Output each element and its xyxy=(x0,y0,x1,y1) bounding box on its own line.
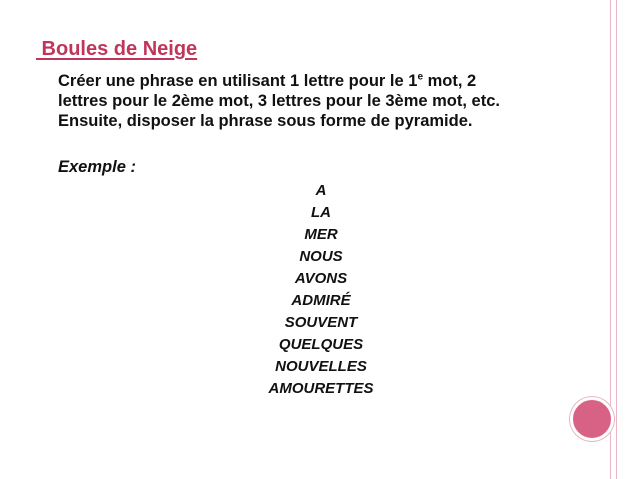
pyramid-word: AVONS xyxy=(294,270,348,287)
pyramid-word: QUELQUES xyxy=(278,336,364,353)
instructions-line-1 xyxy=(58,71,603,91)
instructions-paragraph xyxy=(58,71,603,131)
pyramid-word: ADMIRÉ xyxy=(291,292,351,309)
pyramid-word: MER xyxy=(304,226,338,243)
slide-title: Boules de Neige xyxy=(36,38,198,60)
pyramid-word: A xyxy=(315,182,327,199)
pyramid-word: AMOURETTES xyxy=(268,380,374,397)
decorative-circle xyxy=(570,397,614,441)
instructions-line-1-end: mot, 2 xyxy=(423,72,477,90)
pyramid-word: NOUVELLES xyxy=(275,358,367,375)
instructions-line-1-start: Créer une phrase en utilisant 1 lettre pour le 1 xyxy=(58,72,418,90)
example-label: Exemple : xyxy=(58,158,136,176)
word-pyramid xyxy=(200,180,442,400)
instructions-line-2: lettres pour le 2ème mot, 3 lettres pour le 3ème mot, etc. xyxy=(58,92,500,110)
pyramid-word: NOUS xyxy=(299,248,343,265)
superscript-e: e xyxy=(417,71,424,83)
pyramid-word: LA xyxy=(311,204,331,221)
pyramid-word: SOUVENT xyxy=(284,314,358,331)
instructions-line-3: Ensuite, disposer la phrase sous forme de pyramide. xyxy=(58,112,473,130)
decorative-line-right xyxy=(616,0,617,479)
